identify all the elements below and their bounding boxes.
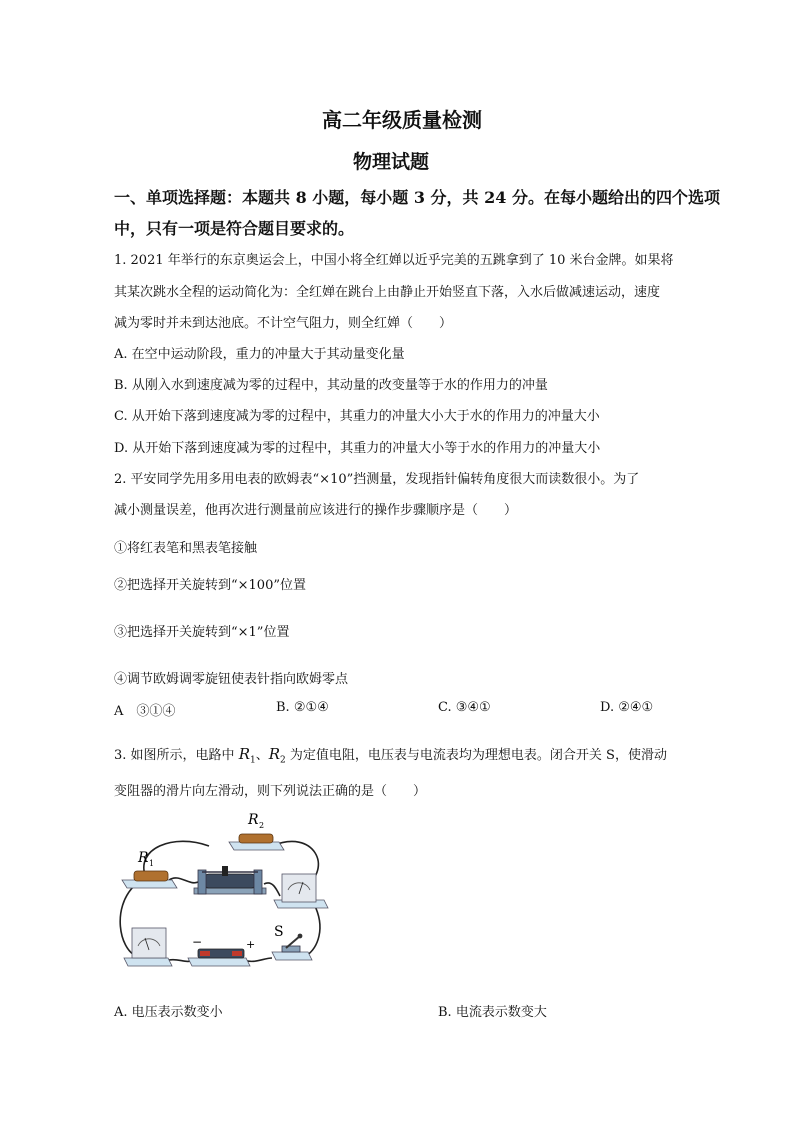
label-r1-sub: 1 — [149, 859, 155, 868]
q3-stem-line: 变阻器的滑片向左滑动，则下列说法正确的是（ ） — [114, 784, 427, 799]
battery-plus: + — [246, 938, 256, 951]
label-r2-sub: 2 — [259, 821, 265, 830]
q2-option-d: D. ②④① — [600, 700, 654, 715]
q1-option-b: B. 从刚入水到速度减为零的过程中，其动量的改变量等于水的作用力的冲量 — [114, 378, 548, 393]
resistor-r1 — [122, 850, 177, 888]
q3-stem-line — [114, 744, 667, 766]
q2-option-c: C. ③④① — [438, 700, 491, 715]
q3-option-b: B. 电流表示数变大 — [438, 1005, 547, 1020]
resistor-r2 — [229, 812, 284, 850]
wire — [244, 958, 272, 961]
q1-option-a: A. 在空中运动阶段，重力的冲量大于其动量变化量 — [114, 347, 405, 362]
q1-stem-line: 1. 2021 年举行的东京奥运会上，中国小将全红婵以近乎完美的五跳拿到了 10 米台金牌。如果将 — [114, 253, 674, 268]
ammeter — [274, 874, 328, 908]
q2-step: ②把选择开关旋转到“×100”位置 — [114, 578, 306, 593]
q3-stem-b: 为定值电阻，电压表与电流表均为理想电表。闭合开关 S，使滑动 — [289, 748, 667, 763]
label-r1: R — [138, 850, 149, 866]
voltmeter — [124, 928, 172, 966]
q2-step: ①将红表笔和黑表笔接触 — [114, 541, 258, 556]
q2-stem-line: 2. 平安同学先用多用电表的欧姆表“×10”挡测量，发现指针偏转角度很大而读数很小。为了 — [114, 472, 640, 487]
section-heading: 一、单项选择题：本题共 8 小题，每小题 3 分，共 24 分。在每小题给出的四个选项 — [114, 188, 720, 207]
battery — [188, 935, 255, 966]
label-s: S — [274, 924, 284, 940]
q2-option-a: A ③①④ — [114, 704, 176, 719]
page-title: 高二年级质量检测 — [322, 108, 482, 132]
r2-symbol: R — [268, 745, 281, 763]
q3-stem-a: 3. 如图所示，电路中 — [114, 748, 235, 763]
q2-step: ③把选择开关旋转到“×1”位置 — [114, 625, 290, 640]
battery-minus: − — [192, 935, 203, 949]
wire — [306, 904, 320, 956]
switch-s — [272, 924, 312, 960]
q3-separator: 、 — [255, 748, 269, 763]
q1-option-c: C. 从开始下落到速度减为零的过程中，其重力的冲量大小大于水的作用力的冲量大小 — [114, 409, 600, 424]
page-subtitle: 物理试题 — [353, 151, 430, 173]
q2-stem-line: 减小测量误差，他再次进行测量前应该进行的操作步骤顺序是（ ） — [114, 503, 518, 518]
circuit-diagram — [114, 808, 334, 973]
section-heading-cont: 中，只有一项是符合题目要求的。 — [114, 219, 355, 238]
q2-option-b: B. ②①④ — [276, 700, 329, 715]
q2-step: ④调节欧姆调零旋钮使表针指向欧姆零点 — [114, 672, 349, 687]
q3-option-a: A. 电压表示数变小 — [114, 1005, 223, 1020]
q1-option-d: D. 从开始下落到速度减为零的过程中，其重力的冲量大小等于水的作用力的冲量大小 — [114, 441, 601, 456]
r1-symbol: R — [238, 745, 250, 763]
r2-subscript: 2 — [280, 755, 286, 766]
q1-stem-line: 其某次跳水全程的运动简化为：全红婵在跳台上由静止开始竖直下落，入水后做减速运动，速度 — [114, 285, 661, 300]
q1-stem-line: 减为零时并未到达池底。不计空气阻力，则全红婵（ ） — [114, 316, 453, 331]
r1-subscript: 1 — [249, 755, 256, 766]
rheostat — [194, 866, 266, 894]
label-r2: R — [248, 812, 259, 828]
